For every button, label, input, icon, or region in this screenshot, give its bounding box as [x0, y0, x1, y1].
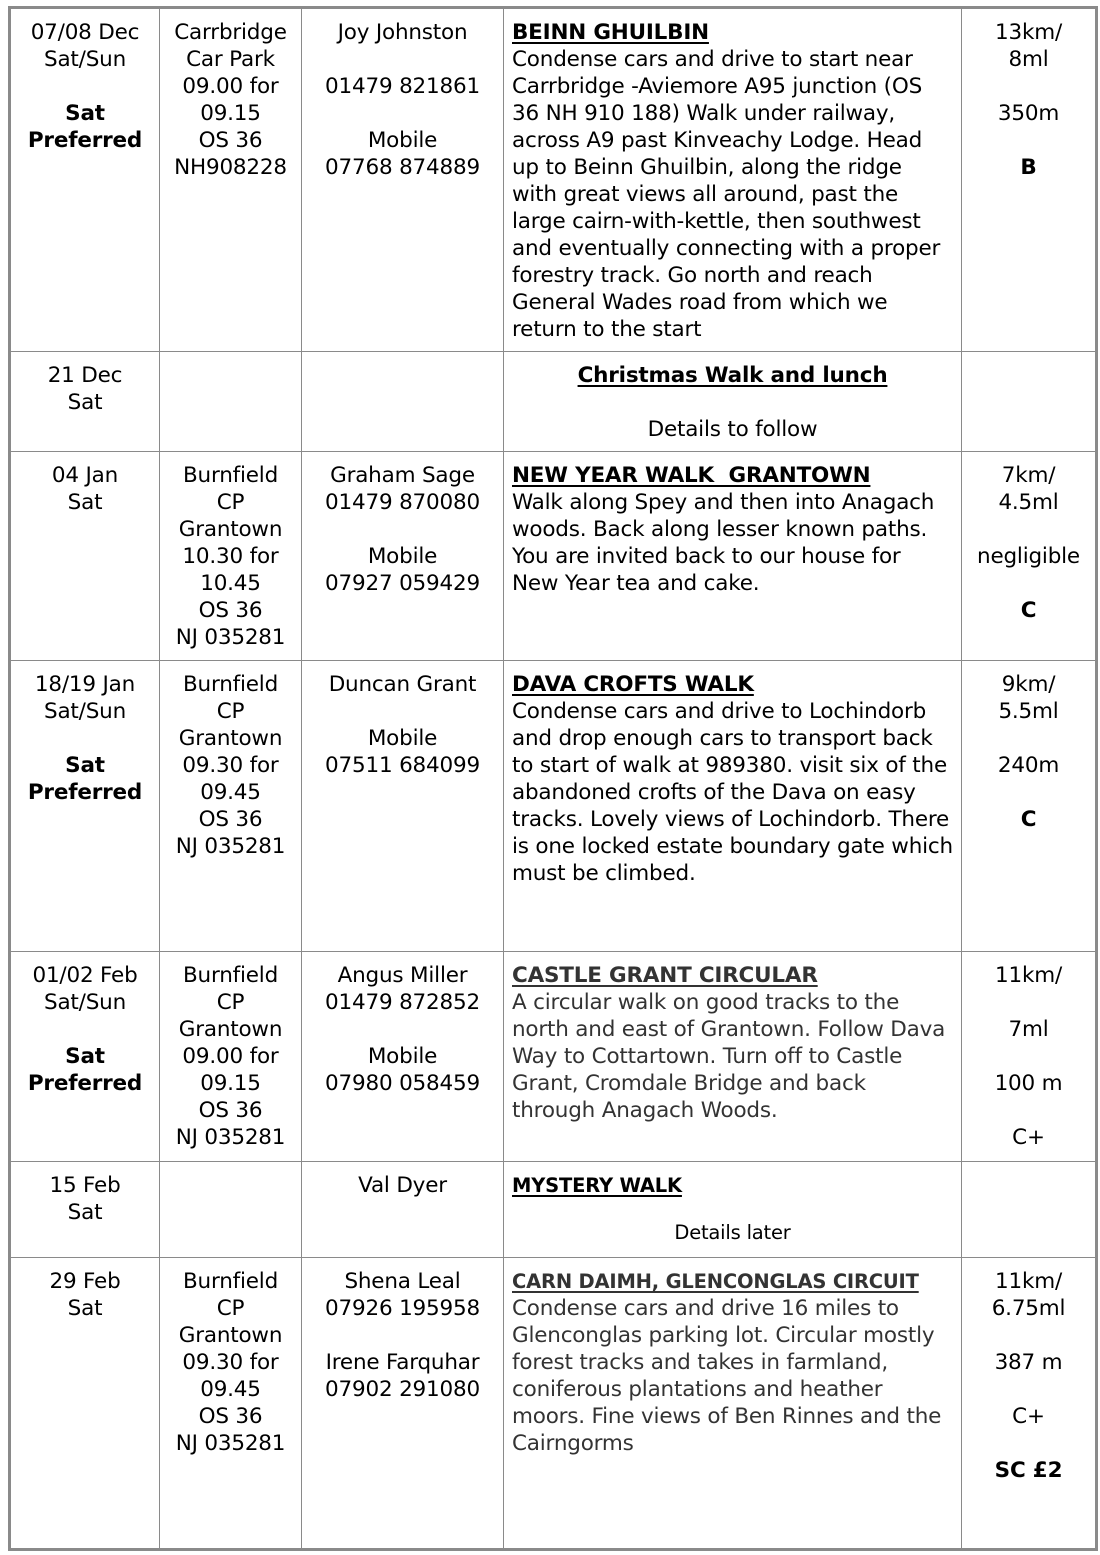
leader-line: Angus Miller: [337, 963, 468, 988]
meeting-line: 09.45: [200, 780, 261, 805]
leader-cell: [302, 952, 504, 1162]
leader-line: [310, 1016, 495, 1043]
meeting-line: NH908228: [174, 155, 287, 180]
walk-title: CARN DAIMH, GLENCONGLAS CIRCUIT: [512, 1270, 919, 1293]
grade: B: [1020, 155, 1037, 180]
leader-line: [310, 46, 495, 73]
stats-line: 9km/: [1001, 672, 1056, 697]
stats-cell: [962, 952, 1097, 1162]
leader-line: [310, 1322, 495, 1349]
grade: C: [1020, 807, 1037, 832]
walk-description: Condense cars and drive 16 miles to Glenconglas parking lot. Circular mostly forest tracks and takes in farmland, coniferous plantations and heather moors. Fine views of Ben Rinnes and the Cairngorms: [512, 1296, 942, 1456]
walk-description: Walk along Spey and then into Anagach woods. Back along lesser known paths. You are invited back to our house for New Year tea and cake.: [512, 490, 935, 596]
stats-line: [970, 1322, 1087, 1349]
walk-title: DAVA CROFTS WALK: [512, 672, 754, 697]
meeting-line: Burnfield: [182, 672, 279, 697]
leader-cell: [302, 1162, 504, 1258]
walk-title: BEINN GHUILBIN: [512, 20, 709, 45]
stats-line: 11km/: [995, 1269, 1062, 1294]
date-text: 01/02 Feb: [32, 963, 138, 988]
stats-line: [970, 989, 1087, 1016]
stats-line: 7ml: [1008, 1017, 1049, 1042]
stats-line: 7km/: [1001, 463, 1056, 488]
stats-line: 13km/: [995, 20, 1062, 45]
day-text: Sat/Sun: [44, 47, 126, 72]
table-row: [10, 452, 1097, 661]
leader-line: [310, 516, 495, 543]
stats-line: [970, 1376, 1087, 1403]
day-text: Sat/Sun: [44, 990, 126, 1015]
meeting-cell: [160, 661, 302, 952]
meeting-line: Grantown: [178, 1323, 283, 1348]
meeting-line: Carrbridge: [174, 20, 287, 45]
stats-line: 5.5ml: [998, 699, 1059, 724]
table-row: [10, 1258, 1097, 1550]
stats-line: 240m: [997, 753, 1060, 778]
date-note: Sat: [65, 1044, 105, 1069]
leader-line: Irene Farquhar: [325, 1350, 480, 1375]
stats-line: negligible: [977, 544, 1080, 569]
date-text: 29 Feb: [49, 1269, 121, 1294]
meeting-cell: [160, 352, 302, 452]
leader-line: 07926 195958: [325, 1296, 480, 1321]
stats-line: 387 m: [994, 1350, 1063, 1375]
grade: C+: [1012, 1125, 1045, 1150]
date-text: 04 Jan: [51, 463, 119, 488]
walks-schedule-table: [8, 6, 1098, 1551]
meeting-line: OS 36: [198, 807, 263, 832]
date-cell: [10, 452, 160, 661]
leader-line: 07927 059429: [325, 571, 480, 596]
meeting-line: 09.00 for: [182, 74, 279, 99]
meeting-line: OS 36: [198, 128, 263, 153]
stats-line: 100 m: [994, 1071, 1063, 1096]
meeting-line: 09.45: [200, 1377, 261, 1402]
stats-line: [970, 725, 1087, 752]
meeting-line: 09.30 for: [182, 1350, 279, 1375]
meeting-line: 10.30 for: [182, 544, 279, 569]
walk-title: MYSTERY WALK: [512, 1174, 682, 1197]
stats-line: [970, 1097, 1087, 1124]
date-text: 07/08 Dec: [30, 20, 140, 45]
grade: C: [1020, 598, 1037, 623]
stats-line: [970, 516, 1087, 543]
walk-title: NEW YEAR WALK GRANTOWN: [512, 463, 871, 488]
date-note: Sat: [65, 101, 105, 126]
walk-description: A circular walk on good tracks to the north and east of Grantown. Follow Dava Way to Cottartown. Turn off to Castle Grant, Cromdale Bridge and back through Anagach Woods.: [512, 990, 946, 1123]
day-text: Sat: [67, 1296, 103, 1321]
stats-line: [970, 1043, 1087, 1070]
meeting-line: CP: [216, 490, 245, 515]
stats-cell: [962, 1258, 1097, 1550]
leader-line: 07980 058459: [325, 1071, 480, 1096]
meeting-line: CP: [216, 990, 245, 1015]
leader-line: 01479 821861: [325, 74, 480, 99]
meeting-line: OS 36: [198, 598, 263, 623]
meeting-line: Burnfield: [182, 463, 279, 488]
walk-description: Condense cars and drive to Lochindorb and drop enough cars to transport back to start of walk at 989380. visit six of the abandoned crofts of the Dava on easy tracks. Lovely views of Lochindorb. There is one locked estate boundary gate which must be climbed.: [512, 699, 953, 886]
meeting-line: NJ 035281: [175, 1431, 286, 1456]
date-cell: [10, 1258, 160, 1550]
leader-line: 01479 870080: [325, 490, 480, 515]
date-note: Preferred: [27, 1071, 143, 1096]
meeting-cell: [160, 1258, 302, 1550]
date-note: Preferred: [27, 128, 143, 153]
leader-line: Mobile: [367, 128, 438, 153]
meeting-line: CP: [216, 699, 245, 724]
leader-line: Mobile: [367, 544, 438, 569]
table-row: [10, 1162, 1097, 1258]
description-cell: [504, 8, 962, 352]
stats-cell: [962, 1162, 1097, 1258]
walk-details: Details later: [674, 1221, 791, 1244]
day-text: Sat: [67, 1200, 103, 1225]
day-text: Sat: [67, 490, 103, 515]
meeting-line: Grantown: [178, 1017, 283, 1042]
meeting-line: NJ 035281: [175, 834, 286, 859]
day-text: Sat/Sun: [44, 699, 126, 724]
stats-line: [970, 570, 1087, 597]
stats-line: 11km/: [995, 963, 1062, 988]
stats-line: [970, 127, 1087, 154]
meeting-line: 10.45: [200, 571, 261, 596]
date-cell: [10, 1162, 160, 1258]
grade: C+: [1012, 1404, 1045, 1429]
leader-line: 07511 684099: [325, 753, 480, 778]
meeting-line: 09.00 for: [182, 1044, 279, 1069]
description-cell: [504, 452, 962, 661]
leader-cell: [302, 452, 504, 661]
leader-cell: [302, 352, 504, 452]
stats-line: [970, 1430, 1087, 1457]
stats-line: 6.75ml: [991, 1296, 1066, 1321]
meeting-line: OS 36: [198, 1098, 263, 1123]
leader-line: Mobile: [367, 726, 438, 751]
description-cell: [504, 952, 962, 1162]
description-cell: [504, 661, 962, 952]
leader-line: Joy Johnston: [337, 20, 468, 45]
cost: SC £2: [994, 1458, 1063, 1483]
date-text: 15 Feb: [49, 1173, 121, 1198]
table-row: [10, 952, 1097, 1162]
leader-line: [310, 698, 495, 725]
walk-title: Christmas Walk and lunch: [577, 363, 888, 388]
table-row: [10, 8, 1097, 352]
stats-line: 4.5ml: [998, 490, 1059, 515]
leader-line: 01479 872852: [325, 990, 480, 1015]
walk-details: Details to follow: [647, 417, 818, 442]
leader-line: [310, 100, 495, 127]
leader-cell: [302, 661, 504, 952]
meeting-line: 09.30 for: [182, 753, 279, 778]
meeting-line: 09.15: [200, 101, 261, 126]
leader-line: 07902 291080: [325, 1377, 480, 1402]
walk-title: CASTLE GRANT CIRCULAR: [512, 963, 818, 988]
date-text: 18/19 Jan: [34, 672, 136, 697]
date-cell: [10, 8, 160, 352]
meeting-cell: [160, 1162, 302, 1258]
description-cell: [504, 352, 962, 452]
meeting-line: CP: [216, 1296, 245, 1321]
leader-line: Shena Leal: [344, 1269, 461, 1294]
walk-description: Condense cars and drive to start near Carrbridge -Aviemore A95 junction (OS 36 NH 910 188) Walk under railway, across A9 past Kinveachy Lodge. Head up to Beinn Ghuilbin, along the ridge with great views all around, past the large cairn-with-kettle, then southwest and eventually connecting with a proper forestry track. Go north and reach General Wades road from which we return to the start: [512, 47, 941, 342]
stats-line: [970, 73, 1087, 100]
meeting-line: Car Park: [186, 47, 275, 72]
date-note: Sat: [65, 753, 105, 778]
meeting-line: NJ 035281: [175, 625, 286, 650]
leader-line: Graham Sage: [330, 463, 475, 488]
meeting-line: OS 36: [198, 1404, 263, 1429]
leader-line: Val Dyer: [358, 1173, 447, 1198]
date-cell: [10, 952, 160, 1162]
leader-line: Mobile: [367, 1044, 438, 1069]
meeting-line: NJ 035281: [175, 1125, 286, 1150]
stats-line: [970, 779, 1087, 806]
table-row: [10, 352, 1097, 452]
day-text: Sat: [67, 390, 103, 415]
meeting-line: Burnfield: [182, 1269, 279, 1294]
meeting-line: Grantown: [178, 726, 283, 751]
stats-cell: [962, 661, 1097, 952]
meeting-line: Grantown: [178, 517, 283, 542]
leader-cell: [302, 1258, 504, 1550]
description-cell: [504, 1162, 962, 1258]
stats-line: 8ml: [1008, 47, 1049, 72]
date-cell: [10, 661, 160, 952]
stats-cell: [962, 8, 1097, 352]
meeting-cell: [160, 952, 302, 1162]
table-row: [10, 661, 1097, 952]
meeting-line: Burnfield: [182, 963, 279, 988]
meeting-cell: [160, 8, 302, 352]
meeting-cell: [160, 452, 302, 661]
leader-line: Duncan Grant: [328, 672, 477, 697]
description-cell: [504, 1258, 962, 1550]
date-cell: [10, 352, 160, 452]
date-text: 21 Dec: [47, 363, 123, 388]
stats-line: 350m: [997, 101, 1060, 126]
stats-cell: [962, 352, 1097, 452]
meeting-line: 09.15: [200, 1071, 261, 1096]
stats-cell: [962, 452, 1097, 661]
leader-line: 07768 874889: [325, 155, 480, 180]
leader-cell: [302, 8, 504, 352]
date-note: Preferred: [27, 780, 143, 805]
